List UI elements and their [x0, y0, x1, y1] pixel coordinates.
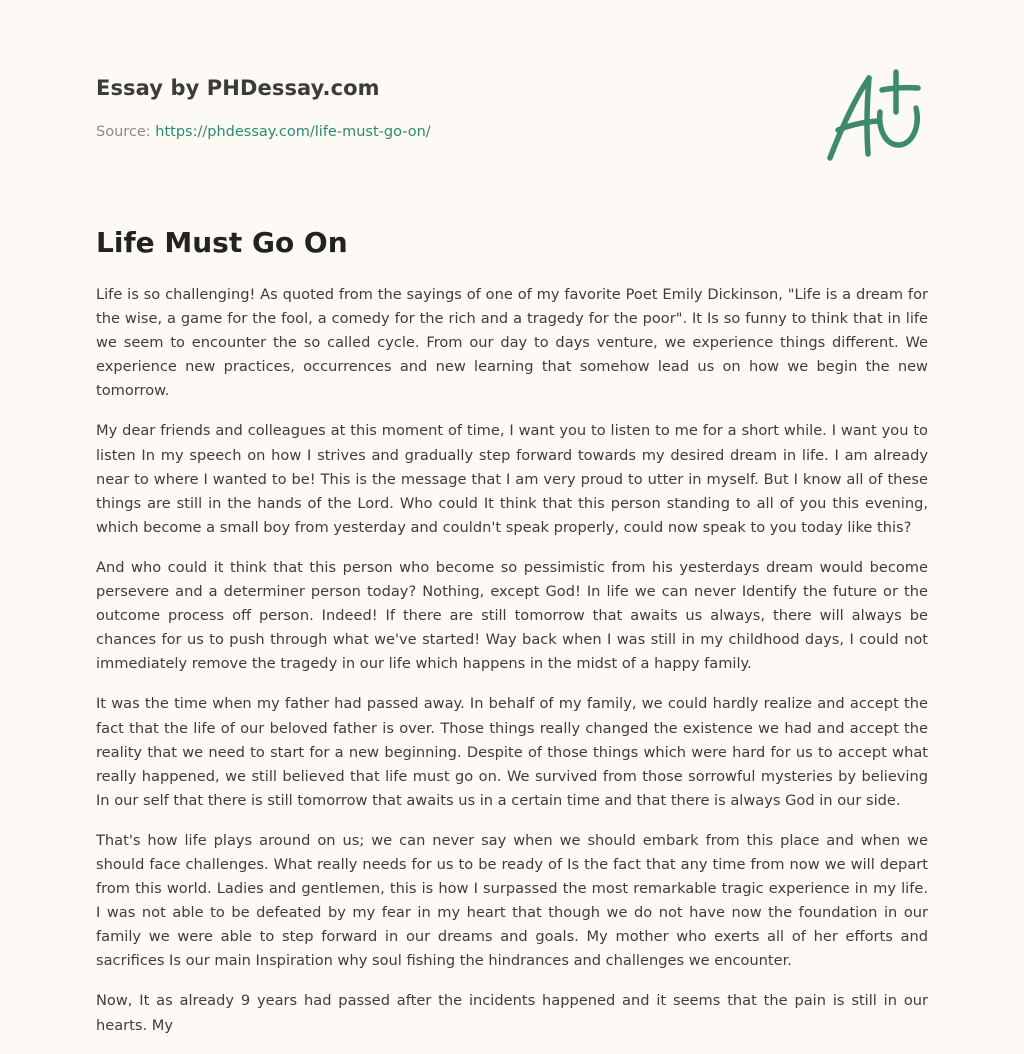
essay-paragraph: My dear friends and colleagues at this moment of time, I want you to listen to me for a short while. I want you to listen In my speech on how I strives and gradually step forward towards my desired dream in life. I am already near to where I wanted to be! This is the message that I am very proud to utter in myself. But I know all of these things are still in the hands of the Lord. Who could It think that this person standing to all of you this evening, which become a small boy from yesterday and couldn't speak properly, could now speak to you today like this?: [96, 422, 928, 536]
site-brand: Essay by PHDessay.com: [96, 76, 380, 100]
essay-title: Life Must Go On: [96, 226, 348, 259]
source-label: Source:: [96, 124, 156, 140]
a-plus-grade-icon: [822, 68, 928, 164]
essay-paragraph: Life is so challenging! As quoted from the sayings of one of my favorite Poet Emily Dickinson, "Life is a dream for the wise, a game for the fool, a comedy for the rich and a tragedy for the poor". It Is so funny to think that in life we seem to encounter the so called cycle. From our day to days venture, we experience things different. We experience new practices, occurrences and new learning that somehow lead us on how we begin the new tomorrow.: [96, 286, 928, 400]
essay-paragraph: And who could it think that this person who become so pessimistic from his yesterdays dream would become persevere and a determiner person today? Nothing, except God! In life we can never Identify the future or the outcome process off person. Indeed! If there are still tomorrow that awaits us always, there will always be chances for us to push through what we've started! Way back when I was still in my childhood days, I could not immediately remove the tragedy in our life which happens in the midst of a happy family.: [96, 558, 928, 673]
essay-body: [96, 283, 928, 1054]
source-link[interactable]: https://phdessay.com/life-must-go-on/: [155, 124, 431, 140]
source-line: [96, 124, 431, 140]
essay-paragraph: Now, It as already 9 years had passed after the incidents happened and it seems that the pain is still in our hearts. My: [96, 992, 928, 1034]
essay-paragraph: It was the time when my father had passed away. In behalf of my family, we could hardly realize and accept the fact that the life of our beloved father is over. Those things really changed the existence we had and accept the reality that we need to start for a new beginning. Despite of those things which were hard for us to accept what really happened, we still believed that life must go on. We survived from those sorrowful mysteries by believing In our self that there is still tomorrow that awaits us in a certain time and that there is always God in our side.: [96, 695, 928, 809]
essay-paragraph: That's how life plays around on us; we can never say when we should embark from this place and when we should face challenges. What really needs for us to be ready of Is the fact that any time from now we will depart from this world. Ladies and gentlemen, this is how I surpassed the most remarkable tragic experience in my life. I was not able to be defeated by my fear in my heart that though we do not have now the foundation in our family we were able to step forward in our dreams and goals. My mother who exerts all of her efforts and sacrifices Is our main Inspiration why soul fishing the hindrances and challenges we encounter.: [96, 831, 928, 970]
